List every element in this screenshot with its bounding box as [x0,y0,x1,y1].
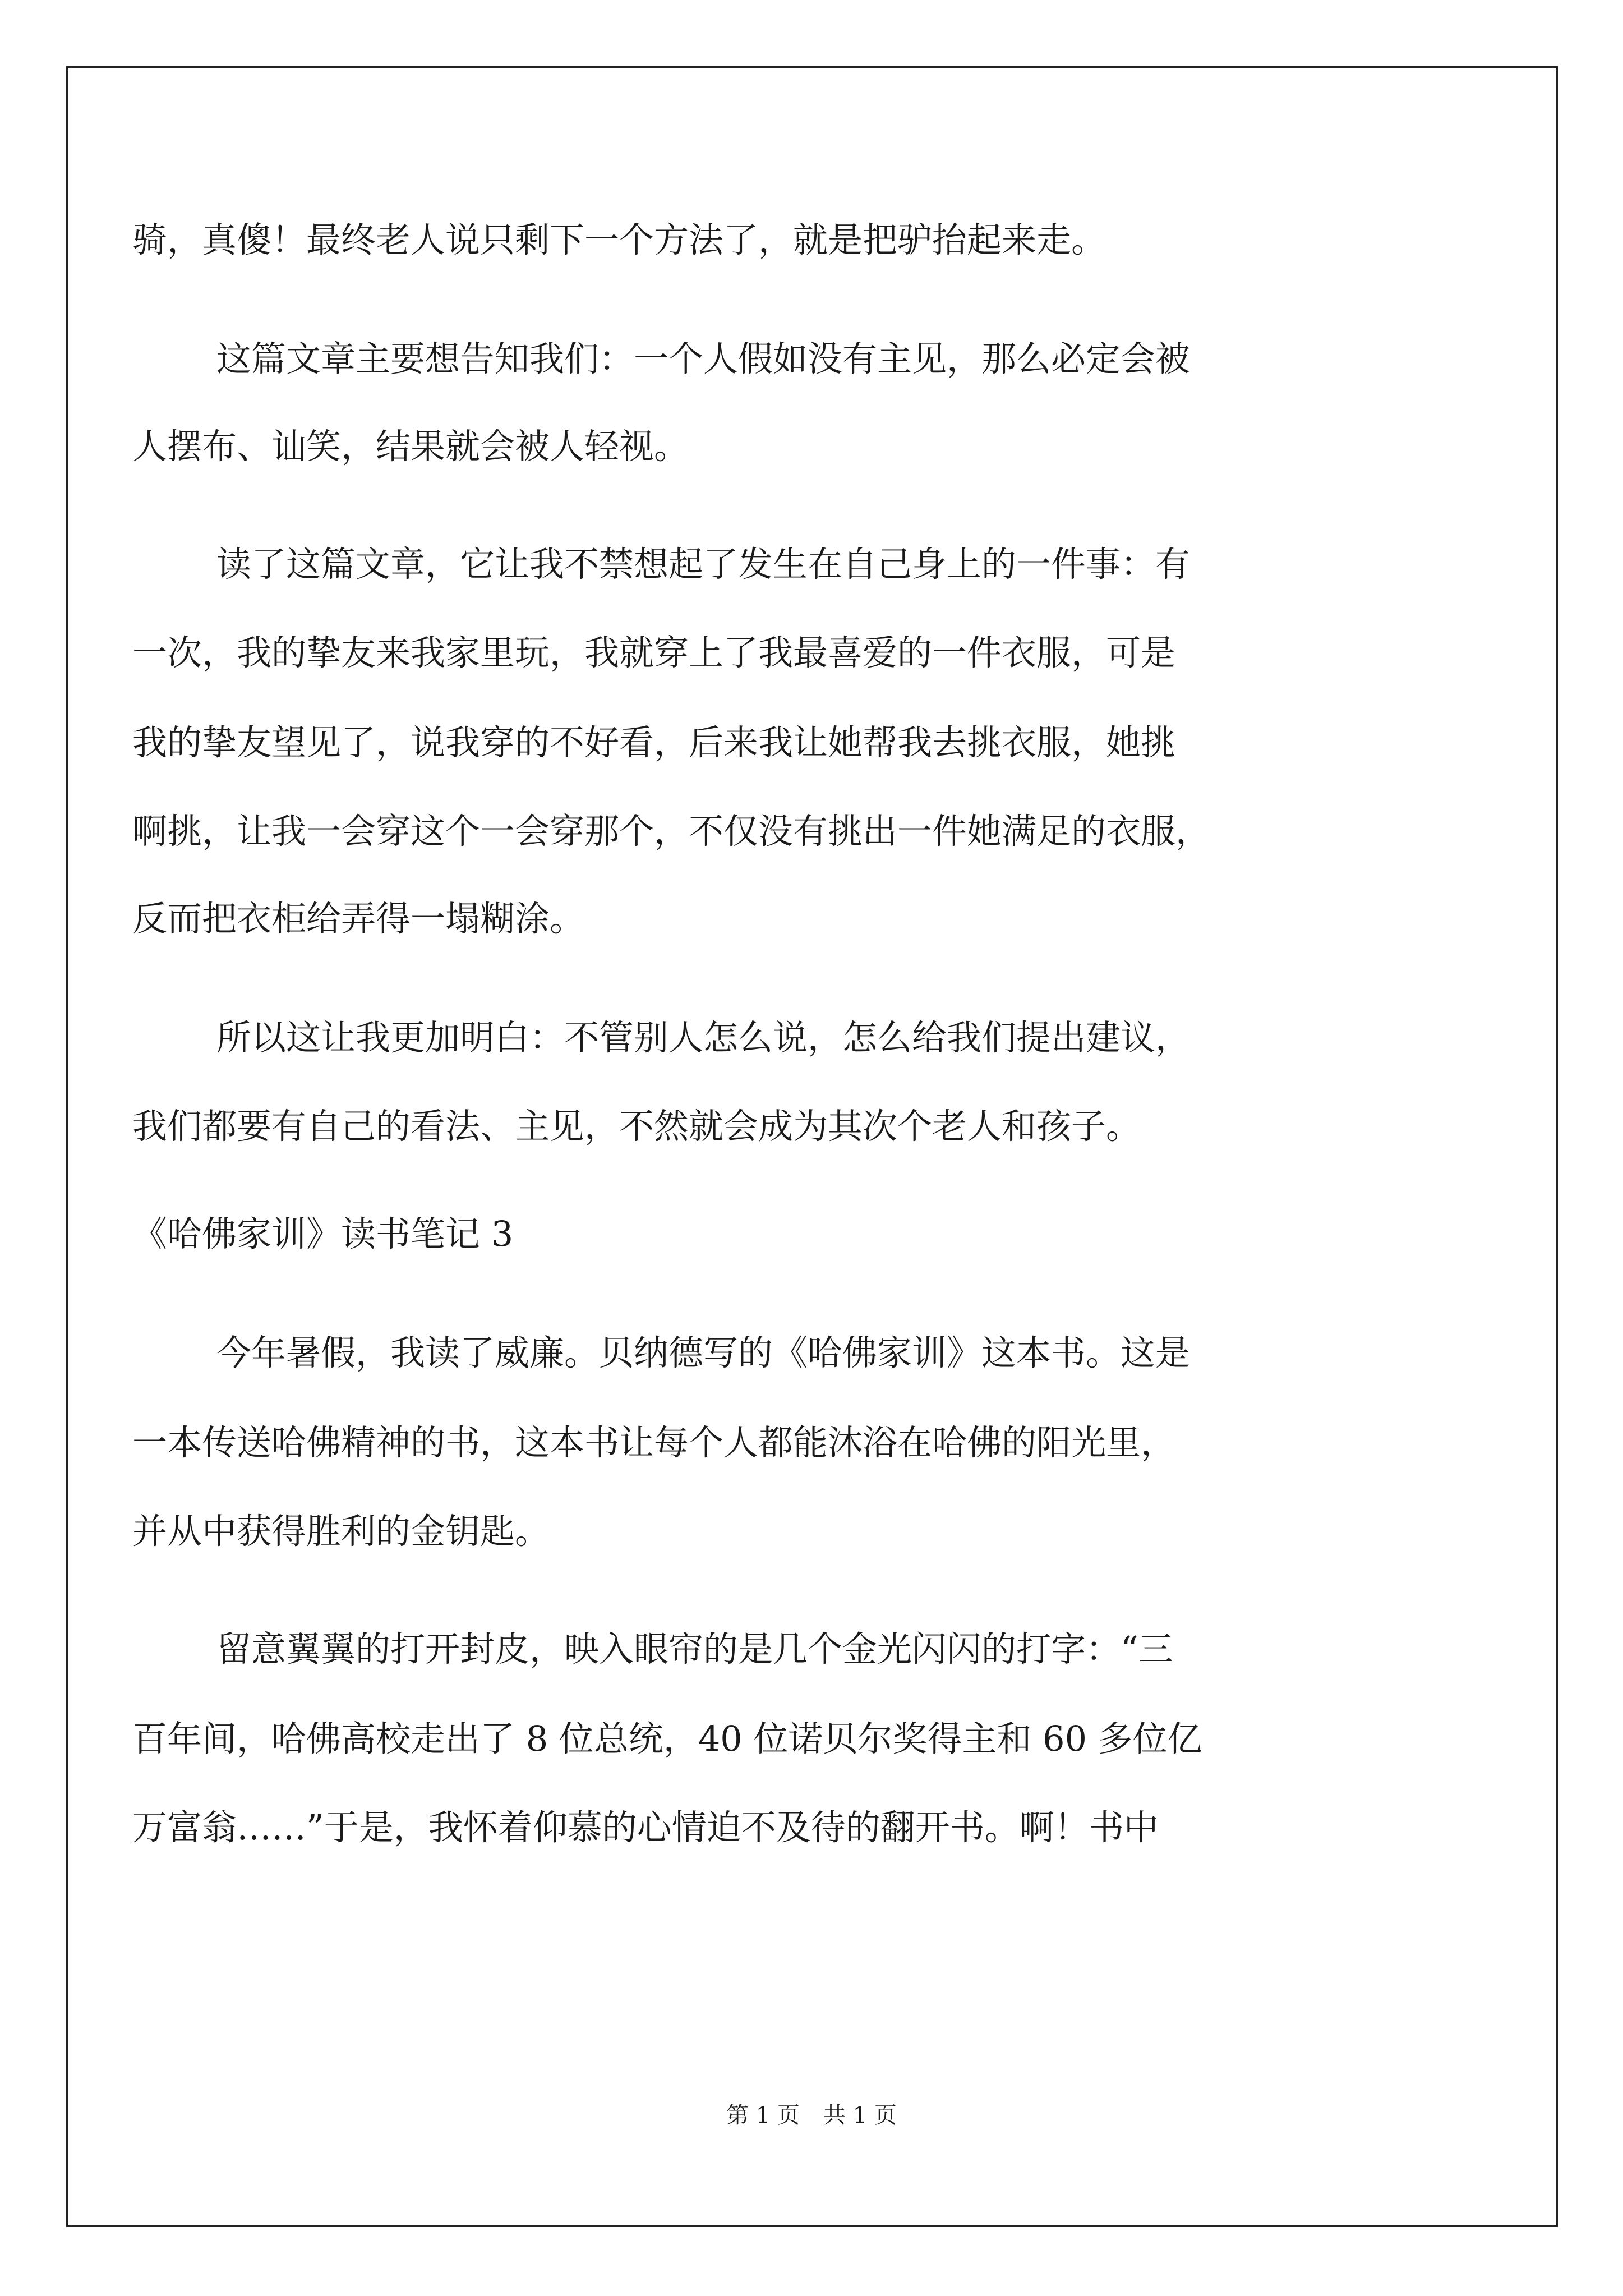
page-total: 共 1 页 [823,2102,897,2128]
text-line: 万富翁……”于是，我怀着仰慕的心情迫不及待的翻开书。啊！书中 [132,1807,1159,1848]
paragraph-first-line: 读了这篇文章，它让我不禁想起了发生在自己身上的一件事：有 [216,544,1191,585]
text-line: 反而把衣柜给弄得一塌糊涂。 [132,898,585,939]
text-line: 我的挚友望见了，说我穿的不好看，后来我让她帮我去挑衣服，她挑 [132,722,1176,763]
paragraph-first-line: 留意翼翼的打开封皮，映入眼帘的是几个金光闪闪的打字：“三 [216,1628,1173,1669]
text-line: 骑，真傻！最终老人说只剩下一个方法了，就是把驴抬起来走。 [132,219,1106,260]
text-line: 啊挑，让我一会穿这个一会穿那个，不仅没有挑出一件她满足的衣服， [132,811,1211,852]
text-line: 一本传送哈佛精神的书，这本书让每个人都能沐浴在哈佛的阳光里， [132,1422,1176,1463]
text-line: 百年间，哈佛高校走出了 8 位总统，40 位诺贝尔奖得主和 60 多位亿 [132,1718,1202,1759]
section-heading: 《哈佛家训》读书笔记 3 [132,1213,514,1254]
paragraph-first-line: 所以这让我更加明白：不管别人怎么说，怎么给我们提出建议， [216,1017,1191,1058]
text-line: 人摆布、讪笑，结果就会被人轻视。 [132,426,689,467]
text-line: 一次，我的挚友来我家里玩，我就穿上了我最喜爱的一件衣服，可是 [132,632,1176,673]
page-footer [0,2101,1623,2129]
paragraph-first-line: 今年暑假，我读了威廉。贝纳德写的《哈佛家训》这本书。这是 [216,1332,1191,1373]
text-line: 并从中获得胜利的金钥匙。 [132,1511,550,1552]
page-number: 第 1 页 [726,2102,800,2128]
paragraph-first-line: 这篇文章主要想告知我们：一个人假如没有主见，那么必定会被 [216,338,1191,379]
text-line: 我们都要有自己的看法、主见，不然就会成为其次个老人和孩子。 [132,1106,1141,1147]
